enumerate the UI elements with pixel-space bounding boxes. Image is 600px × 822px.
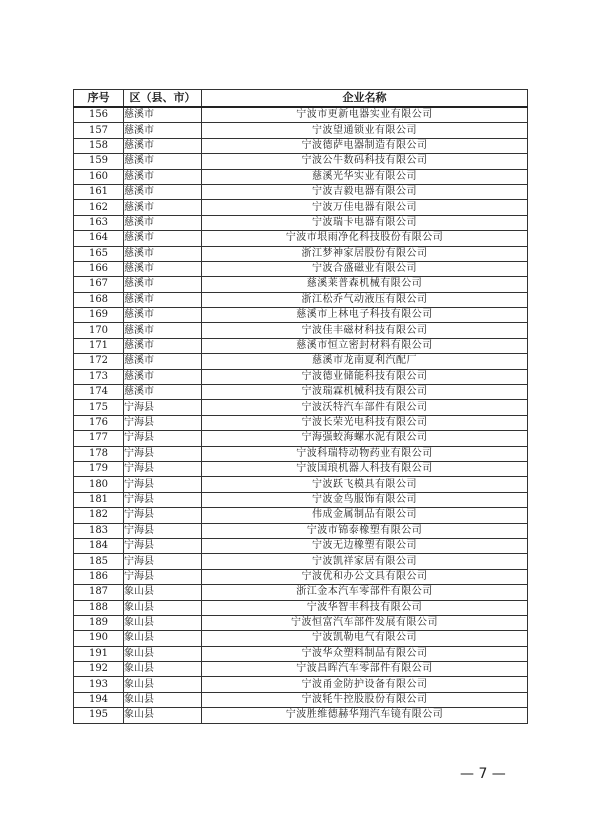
table-row	[74, 677, 528, 692]
row-seq: 192	[74, 662, 124, 677]
table-row	[74, 107, 528, 123]
row-district: 慈溪市	[124, 154, 202, 169]
table-row	[74, 415, 528, 430]
row-district: 慈溪市	[124, 107, 202, 123]
row-enterprise-name: 宁波德业储能科技有限公司	[202, 369, 528, 384]
table-row	[74, 692, 528, 707]
row-seq: 182	[74, 508, 124, 523]
row-district: 慈溪市	[124, 369, 202, 384]
table-row	[74, 215, 528, 230]
row-seq: 185	[74, 554, 124, 569]
row-enterprise-name: 宁波无边橡塑有限公司	[202, 538, 528, 553]
row-district: 宁海县	[124, 415, 202, 430]
table-row	[74, 600, 528, 615]
table-row	[74, 646, 528, 661]
row-seq: 190	[74, 631, 124, 646]
row-district: 象山县	[124, 646, 202, 661]
row-enterprise-name: 浙江松乔气动液压有限公司	[202, 292, 528, 307]
row-enterprise-name: 宁波德萨电器制造有限公司	[202, 138, 528, 153]
row-seq: 175	[74, 400, 124, 415]
row-enterprise-name: 宁波金鸟服饰有限公司	[202, 492, 528, 507]
row-district: 慈溪市	[124, 184, 202, 199]
table-row	[74, 400, 528, 415]
table-body	[74, 107, 528, 723]
row-enterprise-name: 宁波昌晖汽车零部件有限公司	[202, 662, 528, 677]
header-name: 企业名称	[202, 90, 528, 108]
row-seq: 165	[74, 246, 124, 261]
table-row	[74, 431, 528, 446]
table-row	[74, 569, 528, 584]
row-enterprise-name: 宁波甬金防护设备有限公司	[202, 677, 528, 692]
row-enterprise-name: 宁波瑞卡电器有限公司	[202, 215, 528, 230]
row-seq: 186	[74, 569, 124, 584]
row-seq: 158	[74, 138, 124, 153]
row-enterprise-name: 慈溪市恒立密封材料有限公司	[202, 338, 528, 353]
row-seq: 164	[74, 231, 124, 246]
row-district: 宁海县	[124, 569, 202, 584]
row-seq: 181	[74, 492, 124, 507]
row-district: 宁海县	[124, 538, 202, 553]
row-seq: 171	[74, 338, 124, 353]
row-seq: 180	[74, 477, 124, 492]
row-enterprise-name: 浙江梦神家居股份有限公司	[202, 246, 528, 261]
row-enterprise-name: 宁波沃特汽车部件有限公司	[202, 400, 528, 415]
table-row	[74, 261, 528, 276]
table-row	[74, 631, 528, 646]
row-seq: 172	[74, 354, 124, 369]
row-district: 象山县	[124, 708, 202, 723]
row-seq: 176	[74, 415, 124, 430]
row-enterprise-name: 宁波望通锁业有限公司	[202, 123, 528, 138]
row-seq: 166	[74, 261, 124, 276]
table-row	[74, 184, 528, 199]
row-seq: 183	[74, 523, 124, 538]
row-enterprise-name: 慈溪莱普森机械有限公司	[202, 277, 528, 292]
header-seq: 序号	[74, 90, 124, 108]
row-district: 宁海县	[124, 492, 202, 507]
row-enterprise-name: 伟成金属制品有限公司	[202, 508, 528, 523]
row-seq: 163	[74, 215, 124, 230]
table-row	[74, 385, 528, 400]
row-district: 慈溪市	[124, 138, 202, 153]
row-district: 慈溪市	[124, 123, 202, 138]
row-enterprise-name: 慈溪市龙南夏利汽配厂	[202, 354, 528, 369]
table-row	[74, 338, 528, 353]
table-row	[74, 138, 528, 153]
row-enterprise-name: 宁海强蛟海螺水泥有限公司	[202, 431, 528, 446]
row-enterprise-name: 宁波市更新电器实业有限公司	[202, 107, 528, 123]
row-seq: 177	[74, 431, 124, 446]
table-row	[74, 461, 528, 476]
table-row	[74, 354, 528, 369]
row-seq: 160	[74, 169, 124, 184]
row-district: 宁海县	[124, 554, 202, 569]
row-district: 宁海县	[124, 446, 202, 461]
table-row	[74, 169, 528, 184]
row-district: 慈溪市	[124, 308, 202, 323]
row-district: 宁海县	[124, 461, 202, 476]
row-enterprise-name: 慈溪光华实业有限公司	[202, 169, 528, 184]
table-row	[74, 123, 528, 138]
page-number: — 7 —	[460, 766, 506, 782]
table-row	[74, 369, 528, 384]
table-row	[74, 508, 528, 523]
row-seq: 161	[74, 184, 124, 199]
row-enterprise-name: 宁波市锦泰橡塑有限公司	[202, 523, 528, 538]
row-district: 慈溪市	[124, 292, 202, 307]
row-seq: 159	[74, 154, 124, 169]
row-enterprise-name: 宁波华众塑料制品有限公司	[202, 646, 528, 661]
row-district: 象山县	[124, 662, 202, 677]
row-seq: 178	[74, 446, 124, 461]
row-seq: 162	[74, 200, 124, 215]
table-row	[74, 154, 528, 169]
row-seq: 188	[74, 600, 124, 615]
table-row	[74, 308, 528, 323]
row-enterprise-name: 宁波长荣光电科技有限公司	[202, 415, 528, 430]
row-seq: 169	[74, 308, 124, 323]
table-row	[74, 277, 528, 292]
row-district: 宁海县	[124, 523, 202, 538]
row-district: 象山县	[124, 631, 202, 646]
table-row	[74, 554, 528, 569]
table-row	[74, 708, 528, 723]
row-district: 慈溪市	[124, 200, 202, 215]
row-enterprise-name: 宁波万佳电器有限公司	[202, 200, 528, 215]
row-district: 慈溪市	[124, 277, 202, 292]
row-district: 象山县	[124, 692, 202, 707]
row-enterprise-name: 浙江金本汽车零部件有限公司	[202, 585, 528, 600]
table-row	[74, 231, 528, 246]
row-district: 宁海县	[124, 477, 202, 492]
table-row	[74, 446, 528, 461]
row-seq: 191	[74, 646, 124, 661]
row-enterprise-name: 宁波胜维德赫华翔汽车镜有限公司	[202, 708, 528, 723]
row-district: 慈溪市	[124, 385, 202, 400]
row-seq: 156	[74, 107, 124, 123]
row-district: 慈溪市	[124, 215, 202, 230]
row-enterprise-name: 宁波公牛数码科技有限公司	[202, 154, 528, 169]
row-enterprise-name: 宁波跃飞模具有限公司	[202, 477, 528, 492]
header-row	[74, 90, 528, 108]
row-district: 慈溪市	[124, 169, 202, 184]
row-seq: 184	[74, 538, 124, 553]
table-row	[74, 538, 528, 553]
row-seq: 170	[74, 323, 124, 338]
row-district: 慈溪市	[124, 261, 202, 276]
row-seq: 173	[74, 369, 124, 384]
row-seq: 187	[74, 585, 124, 600]
enterprise-table	[73, 89, 528, 724]
row-enterprise-name: 宁波吉毅电器有限公司	[202, 184, 528, 199]
row-district: 慈溪市	[124, 231, 202, 246]
table-row	[74, 292, 528, 307]
row-seq: 157	[74, 123, 124, 138]
row-enterprise-name: 宁波华智丰科技有限公司	[202, 600, 528, 615]
row-district: 象山县	[124, 615, 202, 630]
table-row	[74, 477, 528, 492]
table-row	[74, 200, 528, 215]
row-seq: 167	[74, 277, 124, 292]
row-enterprise-name: 宁波佳丰磁材科技有限公司	[202, 323, 528, 338]
row-enterprise-name: 宁波恒富汽车部件发展有限公司	[202, 615, 528, 630]
table-row	[74, 323, 528, 338]
row-district: 象山县	[124, 600, 202, 615]
row-enterprise-name: 宁波凯祥家居有限公司	[202, 554, 528, 569]
row-district: 宁海县	[124, 400, 202, 415]
table-row	[74, 523, 528, 538]
row-seq: 174	[74, 385, 124, 400]
row-seq: 179	[74, 461, 124, 476]
row-enterprise-name: 慈溪市上林电子科技有限公司	[202, 308, 528, 323]
table-row	[74, 585, 528, 600]
row-district: 象山县	[124, 585, 202, 600]
row-seq: 193	[74, 677, 124, 692]
table-row	[74, 492, 528, 507]
row-district: 宁海县	[124, 508, 202, 523]
row-enterprise-name: 宁波瑞霖机械科技有限公司	[202, 385, 528, 400]
row-district: 慈溪市	[124, 338, 202, 353]
row-enterprise-name: 宁波国琅机器人科技有限公司	[202, 461, 528, 476]
row-seq: 195	[74, 708, 124, 723]
row-enterprise-name: 宁波合盛磁业有限公司	[202, 261, 528, 276]
row-district: 慈溪市	[124, 354, 202, 369]
row-seq: 168	[74, 292, 124, 307]
header-district: 区（县、市）	[124, 90, 202, 108]
row-district: 慈溪市	[124, 323, 202, 338]
row-district: 慈溪市	[124, 246, 202, 261]
table-row	[74, 246, 528, 261]
row-enterprise-name: 宁波凯勒电气有限公司	[202, 631, 528, 646]
row-seq: 194	[74, 692, 124, 707]
row-district: 宁海县	[124, 431, 202, 446]
row-district: 象山县	[124, 677, 202, 692]
row-enterprise-name: 宁波市垠雨净化科技股份有限公司	[202, 231, 528, 246]
row-enterprise-name: 宁波科瑞特动物药业有限公司	[202, 446, 528, 461]
table-row	[74, 615, 528, 630]
table-row	[74, 662, 528, 677]
row-enterprise-name: 宁波牦牛控股股份有限公司	[202, 692, 528, 707]
row-enterprise-name: 宁波优和办公文具有限公司	[202, 569, 528, 584]
row-seq: 189	[74, 615, 124, 630]
table-header	[74, 90, 528, 108]
